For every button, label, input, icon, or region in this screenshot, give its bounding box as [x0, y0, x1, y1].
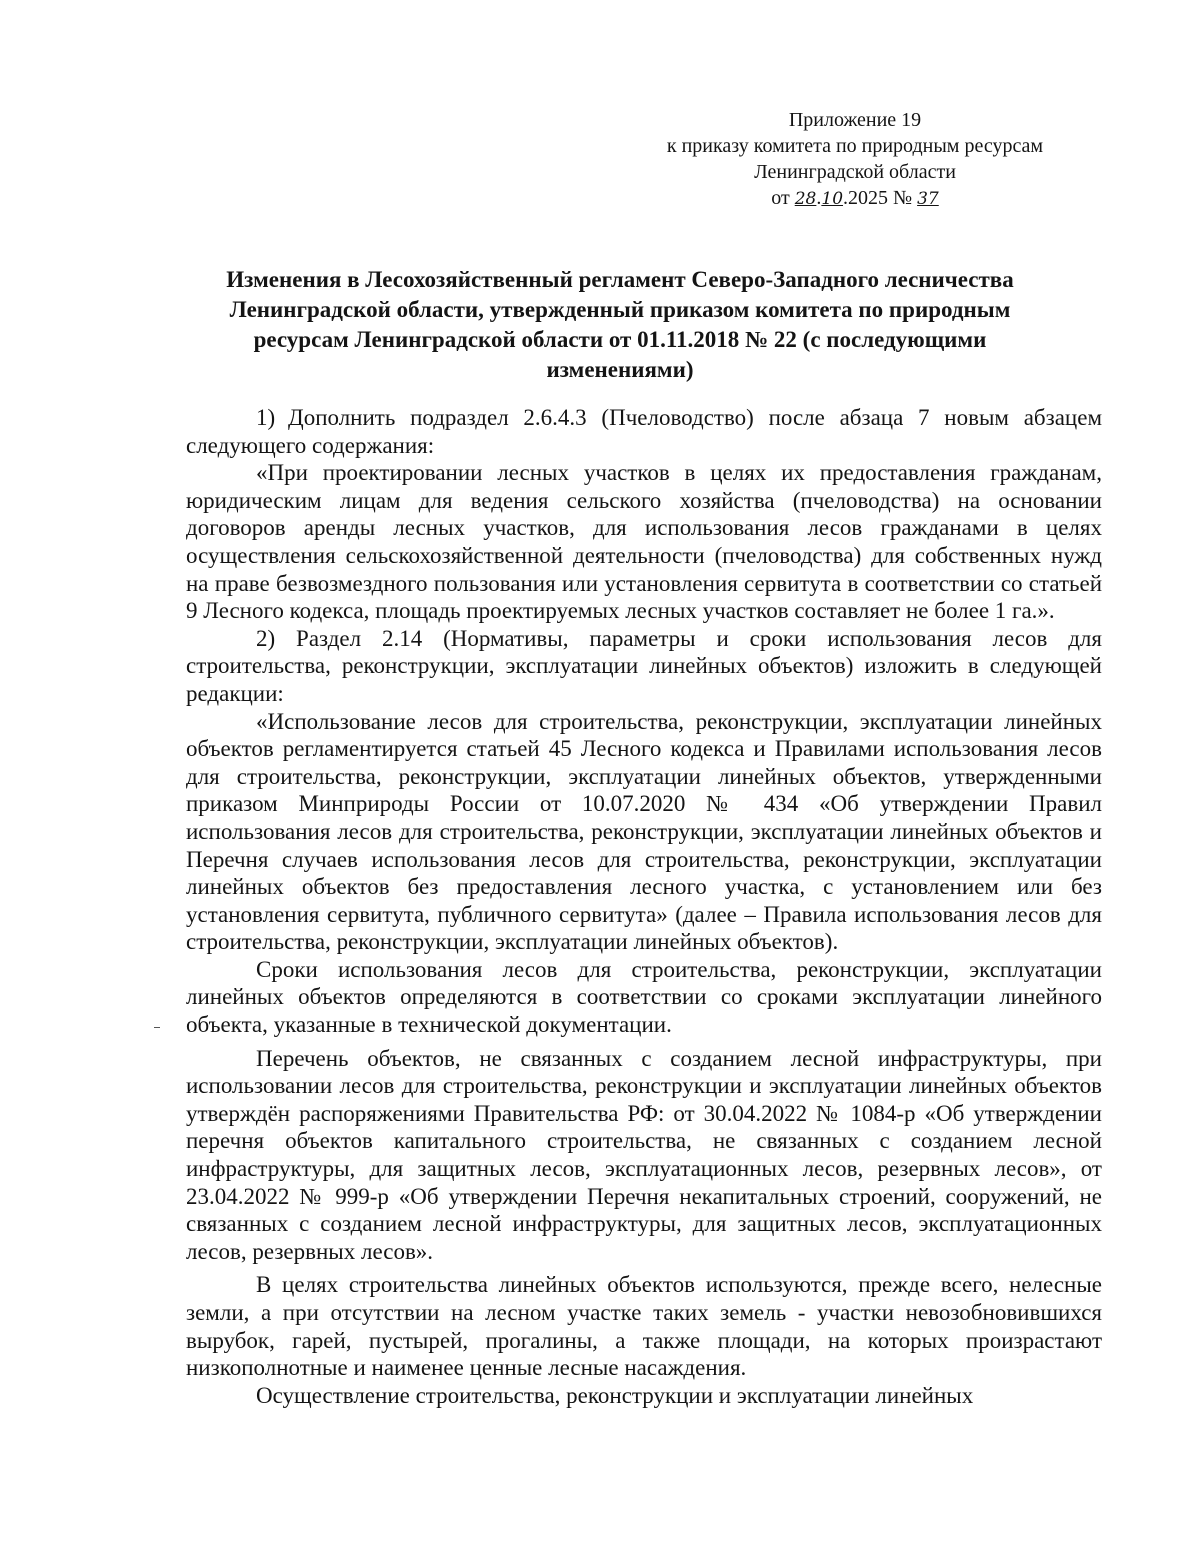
date-prefix: от [771, 187, 790, 209]
paragraph-4: «Использование лесов для строительства, реконструкции, эксплуатации линейных объектов регламентируется статьей 45 Лесного кодекса и Правилами использования лесов для строительства, реконструкции, эксплуатации линейных объектов, утвержденными приказом Минприроды России от 10.07.2020 № 434 «Об утверждении Правил использования лесов для строительства, реконструкции, эксплуатации линейных объектов и Перечня случаев использования лесов для строительства, реконструкции, эксплуатации линейных объектов без предоставления лесного участка, с установлением или без установления сервитута, публичного сервитута» (далее – Правила использования лесов для строительства, реконструкции, эксплуатации линейных объектов). [186, 708, 1102, 955]
paragraph-5: Сроки использования лесов для строительства, реконструкции, эксплуатации линейных объектов определяются в соответствии со сроками эксплуатации линейного объекта, указанные в технической документации. [186, 956, 1102, 1038]
document-title: Изменения в Лесохозяйственный регламент Северо-Западного лесничества Ленинградской области, утвержденный приказом комитета по природным ресурсам Ленинградской области от 01.11.2018 № 22 (с последующими изменениями) [226, 267, 1014, 382]
date-separator: . [816, 187, 822, 209]
appendix-number: Приложение 19 [788, 109, 922, 131]
paragraph-6: Перечень объектов, не связанных с созданием лесной инфраструктуры, при использовании лесов для строительства, реконструкции и эксплуатации линейных объектов утверждён распоряжениями Правительства РФ: от 30.04.2022 № 1084-р «Об утверждении перечня объектов капитального строительства, не связанных с созданием лесной инфраструктуры, для защитных лесов, эксплуатационных лесов, резервных лесов», от 23.04.2022 № 999-р «Об утверждении Перечня некапитальных строений, сооружений, не связанных с созданием лесной инфраструктуры, для защитных лесов, эксплуатационных лесов, резервных лесов». [186, 1045, 1102, 1264]
handwritten-month: 10 [821, 189, 844, 209]
paragraph-1 [186, 404, 1102, 459]
document-body [186, 404, 1102, 1409]
appendix-region: Ленинградской области [754, 161, 956, 183]
paragraph-3: 2) Раздел 2.14 (Нормативы, параметры и сроки использования лесов для строительства, реконструкции, эксплуатации линейных объектов) изложить в следующей редакции: [186, 625, 1102, 706]
paragraph-1-text: Дополнить подраздел 2.6.4.3 (Пчеловодство) после абзаца 7 новым абзацем следующего содержания: [186, 405, 1102, 458]
paragraph-8: Осуществление строительства, реконструкции и эксплуатации линейных [256, 1382, 974, 1408]
appendix-order-ref: к приказу комитета по природным ресурсам [666, 135, 1044, 157]
paragraph-2: «При проектировании лесных участков в целях их предоставления гражданам, юридическим лицам для ведения сельского хозяйства (пчеловодства) на основании договоров аренды лесных участков, для использования лесов гражданами в целях осуществления сельскохозяйственной деятельности (пчеловодства) для собственных нужд на праве безвозмездного пользования или установления сервитута в соответствии со статьей 9 Лесного кодекса, площадь проектируемых лесных участков составляет не более 1 га.». [186, 460, 1102, 624]
handwritten-day: 28 [794, 189, 817, 209]
paragraph-7: В целях строительства линейных объектов используются, прежде всего, нелесные земли, а при отсутствии на лесном участке таких земель - участки невозобновившихся вырубок, гарей, пустырей, прогалины, а также площади, на которых произрастают низкополнотные и наименее ценные лесные насаждения. [186, 1272, 1102, 1381]
handwritten-order-number: 37 [917, 189, 939, 209]
appendix-date-line [560, 185, 1150, 212]
date-year: .2025 № [843, 187, 913, 209]
appendix-header [560, 107, 1150, 212]
list-number-1: 1) [256, 405, 276, 430]
margin-mark [154, 1027, 160, 1028]
